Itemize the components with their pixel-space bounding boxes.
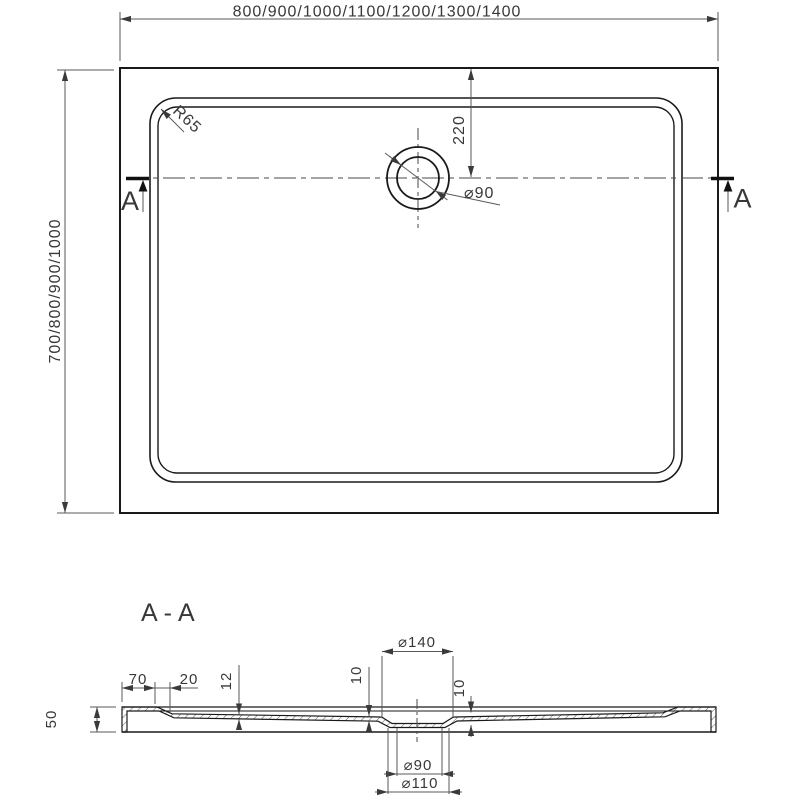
section-title: A-A	[141, 599, 201, 627]
drain-diameter-label: ⌀90	[464, 185, 495, 202]
dim-drain-10-left	[348, 666, 369, 732]
section-arrow-up-icon	[139, 180, 148, 192]
section-marker-left	[121, 179, 149, 217]
dim-drain-10-right	[451, 679, 471, 737]
dim-height-label: 50	[43, 709, 60, 729]
dim-slope-20	[155, 671, 198, 712]
dim-drain-left-label: 10	[348, 665, 365, 685]
section-marker-right-label: A	[733, 183, 752, 214]
dim-recess-label: ⌀140	[397, 634, 437, 651]
section-marker-left-label: A	[121, 186, 140, 216]
dim-drain-offset-label: 220	[451, 115, 468, 145]
dim-width-label: 800/900/1000/1100/1200/1300/1400	[232, 3, 522, 21]
dim-depth	[47, 70, 114, 513]
dim-depth-label: 700/800/900/1000	[47, 218, 64, 364]
tray-outer-rect	[120, 68, 718, 513]
top-view	[47, 4, 752, 514]
dim-slope-label: 20	[179, 671, 199, 688]
dim-floor-label: 12	[218, 671, 235, 691]
dim-base-label: ⌀110	[401, 775, 439, 792]
dim-rim-label: 70	[128, 671, 148, 688]
dim-drain-right-label: 10	[451, 678, 468, 698]
tray-rim-inner-edge	[158, 107, 674, 473]
tray-rim-outer-edge	[150, 98, 682, 482]
dim-height-50	[43, 707, 116, 732]
dim-hole-label: ⌀90	[403, 757, 433, 774]
section-arrow-up-icon	[724, 180, 733, 192]
dim-hole-90	[384, 728, 455, 776]
dim-rim-70	[122, 671, 155, 704]
dim-drain-offset	[451, 69, 471, 177]
dim-width	[120, 4, 718, 62]
section-view	[43, 599, 716, 794]
corner-radius-label: R65	[169, 102, 205, 137]
